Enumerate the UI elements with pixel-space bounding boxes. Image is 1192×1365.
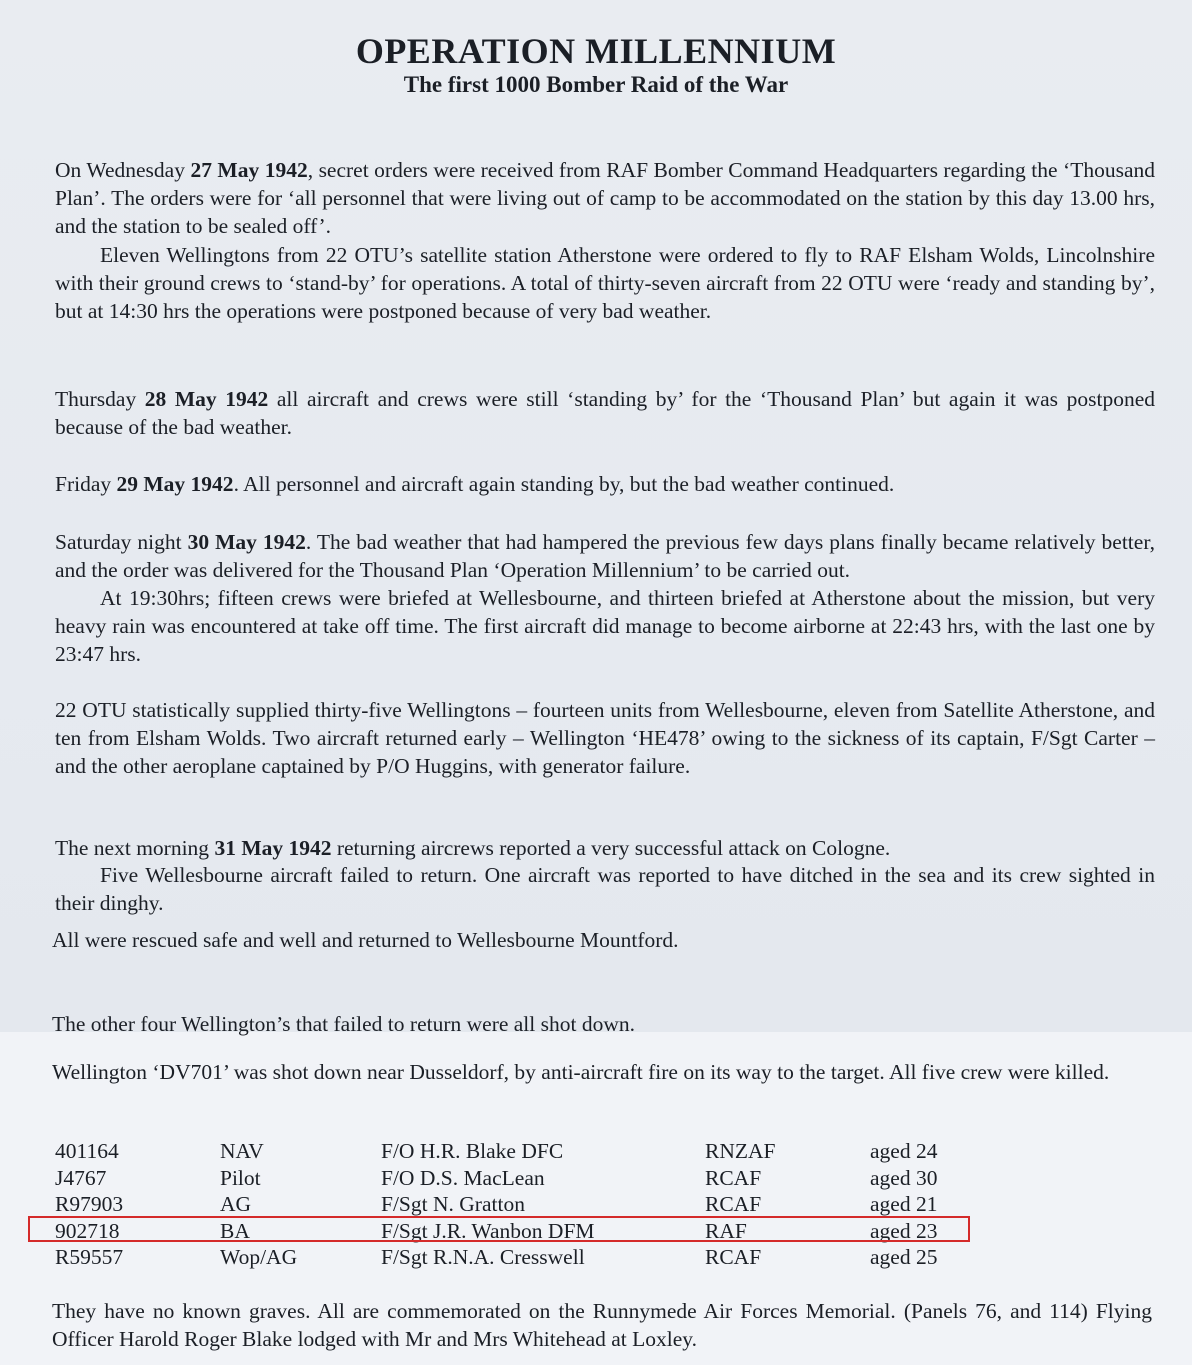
crew-age: aged 30 [870,1165,938,1190]
date-29-may: 29 May 1942 [116,472,234,496]
paragraph-elsham-wolds: Eleven Wellingtons from 22 OTU’s satellite station Atherstone were ordered to fly to RAF Elsham Wolds, Lincolnshire with their ground crews to ‘stand-by’ for operations. A total of thirty-seven aircraft from 22 OTU were ‘ready and standing by’, but at 14:30 hrs the operations were postponed because of very bad weather. [55,243,1155,323]
paragraph-intro: Thursday [55,387,145,411]
table-row [55,1191,975,1218]
crew-air-force: RCAF [705,1192,762,1216]
crew-name: F/Sgt J.R. Wanbon DFM [381,1218,595,1243]
paragraph-29-may [55,470,1155,498]
paragraph-shot-down: The other four Wellington’s that failed to return were all shot down. [52,1012,635,1036]
crew-air-force: RNZAF [705,1139,776,1163]
crew-age: aged 25 [870,1245,938,1269]
crew-role: NAV [220,1139,264,1163]
paragraph-intro: Friday [55,472,117,496]
paragraph-memorial: They have no known graves. All are commemorated on the Runnymede Air Forces Memorial. (Panels 76, and 114) Flying Officer Harold Roger Blake lodged with Mr and Mrs Whitehead at Loxley. [52,1299,1152,1351]
paragraph-text: , secret orders were received from RAF Bomber Command Headquarters regarding the ‘Thousand Plan’. The orders were for ‘all personnel that were living out of camp to be accommodated on the station by this day 13.00 hrs, and the station to be sealed off’. [55,158,1155,238]
date-27-may: 27 May 1942 [190,158,308,182]
paragraph-intro: The next morning [55,836,215,860]
crew-service-number: R59557 [55,1245,124,1269]
paragraph-rescued: All were rescued safe and well and returned to Wellesbourne Mountford. [52,928,679,952]
crew-air-force: RCAF [705,1245,762,1269]
crew-name: F/Sgt R.N.A. Cresswell [381,1245,585,1269]
paragraph-22-otu: 22 OTU statistically supplied thirty-five Wellingtons – fourteen units from Wellesbourne, eleven from Satellite Atherstone, and ten from Elsham Wolds. Two aircraft returned early – Wellington ‘HE478’ owing to the sickness of its captain, F/Sgt Carter – and the other aeroplane captained by P/O Huggins, with generator failure. [55,698,1155,778]
paragraph-text: returning aircrews reported a very successful attack on Cologne. [331,836,891,860]
crew-service-number: R97903 [55,1192,124,1216]
date-30-may: 30 May 1942 [187,530,306,554]
paragraph-briefing: At 19:30hrs; fifteen crews were briefed at Wellesbourne, and thirteen briefed at Atherstone about the mission, but very heavy rain was encountered at take off time. The first aircraft did manage to become airborne at 22:43 hrs, with the last one by 23:47 hrs. [55,586,1155,666]
crew-role: BA [220,1218,250,1243]
crew-name: F/O D.S. MacLean [381,1165,545,1190]
crew-air-force: RCAF [705,1165,762,1190]
crew-role: Wop/AG [220,1245,298,1269]
paragraph-ditched: Five Wellesbourne aircraft failed to return. One aircraft was reported to have ditched in the sea and its crew sighted in their dinghy. [55,863,1155,915]
date-31-may: 31 May 1942 [214,836,332,860]
crew-table [55,1138,975,1271]
crew-age: aged 23 [870,1218,938,1243]
paragraph-dv701: Wellington ‘DV701’ was shot down near Dusseldorf, by anti-aircraft fire on its way to the target. All five crew were killed. [52,1060,1110,1084]
table-row [55,1165,975,1192]
paragraph-31-may [55,834,1155,862]
paragraph-28-may [55,385,1155,441]
paragraph-text: . All personnel and aircraft again standing by, but the bad weather continued. [233,472,895,496]
paragraph-intro: Saturday night [55,530,188,554]
paragraph-text: . The bad weather that had hampered the previous few days plans finally became relatively better, and the order was delivered for the Thousand Plan ‘Operation Millennium’ to be carried out. [55,530,1156,582]
paragraph-text: all aircraft and crews were still ‘standing by’ for the ‘Thousand Plan’ but again it was postponed because of the bad weather. [55,387,1156,439]
crew-service-number: J4767 [55,1165,107,1190]
paragraph-intro: On Wednesday [55,158,191,182]
crew-age: aged 24 [870,1139,938,1163]
crew-service-number: 401164 [55,1139,119,1163]
crew-name: F/O H.R. Blake DFC [381,1139,564,1163]
table-row [55,1218,975,1245]
table-row [55,1138,975,1165]
crew-age: aged 21 [870,1192,938,1216]
table-row [55,1244,975,1271]
crew-air-force: RAF [705,1218,747,1243]
document-title: OPERATION MILLENNIUM [355,31,837,71]
crew-role: Pilot [220,1165,261,1190]
paragraph-27-may [55,156,1155,240]
crew-role: AG [220,1192,252,1216]
date-28-may: 28 May 1942 [144,387,269,411]
crew-name: F/Sgt N. Gratton [381,1192,525,1216]
crew-service-number: 902718 [55,1218,120,1243]
document-subtitle: The first 1000 Bomber Raid of the War [403,72,789,97]
paragraph-30-may [55,528,1155,584]
